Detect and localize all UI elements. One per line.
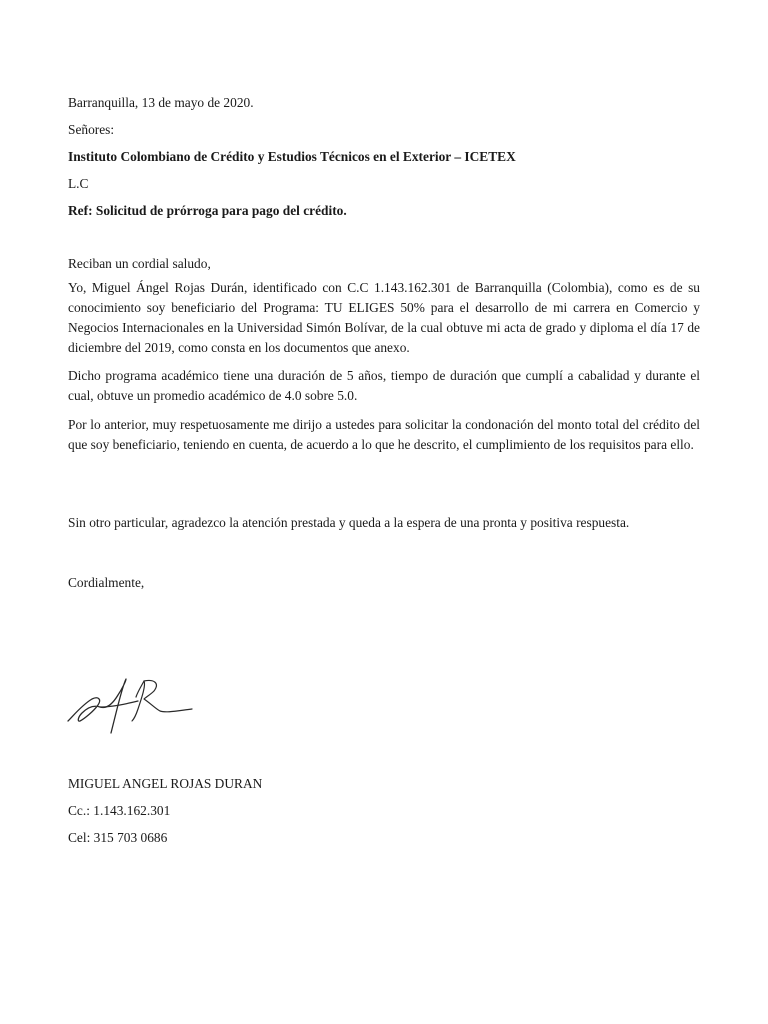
recipient-city: L.C xyxy=(68,176,89,191)
recipient-institution: Instituto Colombiano de Crédito y Estudios Técnicos en el Exterior – ICETEX xyxy=(68,149,516,164)
handwritten-signature xyxy=(64,675,196,735)
body-paragraph-3: Por lo anterior, muy respetuosamente me dirijo a ustedes para solicitar la condonación del monto total del crédito del que soy beneficiario, teniendo en cuenta, de acuerdo a lo que he descrito, el cumplimiento de los requisitos para ello. xyxy=(68,417,700,452)
sign-off: Cordialmente, xyxy=(68,575,145,590)
salutation-to: Señores: xyxy=(68,122,115,137)
body-paragraph-1: Yo, Miguel Ángel Rojas Durán, identificado con C.C 1.143.162.301 de Barranquilla (Colombia), como es de su conocimiento soy beneficiario del Programa: TU ELIGES 50% para el desarrollo de mi carrera en Comercio y Negocios Internacionales en la Universidad Simón Bolívar, de la cual obtuve mi acta de grado y diploma el día 17 de diciembre del 2019, como consta en los documentos que anexo. xyxy=(68,280,700,355)
signer-id: Cc.: 1.143.162.301 xyxy=(68,803,171,818)
signer-name: MIGUEL ANGEL ROJAS DURAN xyxy=(68,776,263,791)
place-date: Barranquilla, 13 de mayo de 2020. xyxy=(68,95,254,110)
signer-phone: Cel: 315 703 0686 xyxy=(68,830,168,845)
body-paragraph-2: Dicho programa académico tiene una duración de 5 años, tiempo de duración que cumplí a cabalidad y durante el cual, obtuve un promedio académico de 4.0 sobre 5.0. xyxy=(68,368,700,403)
reference-line: Ref: Solicitud de prórroga para pago del crédito. xyxy=(68,203,347,218)
greeting: Reciban un cordial saludo, xyxy=(68,256,211,271)
closing-line: Sin otro particular, agradezco la atención prestada y queda a la espera de una pronta y positiva respuesta. xyxy=(68,515,630,530)
